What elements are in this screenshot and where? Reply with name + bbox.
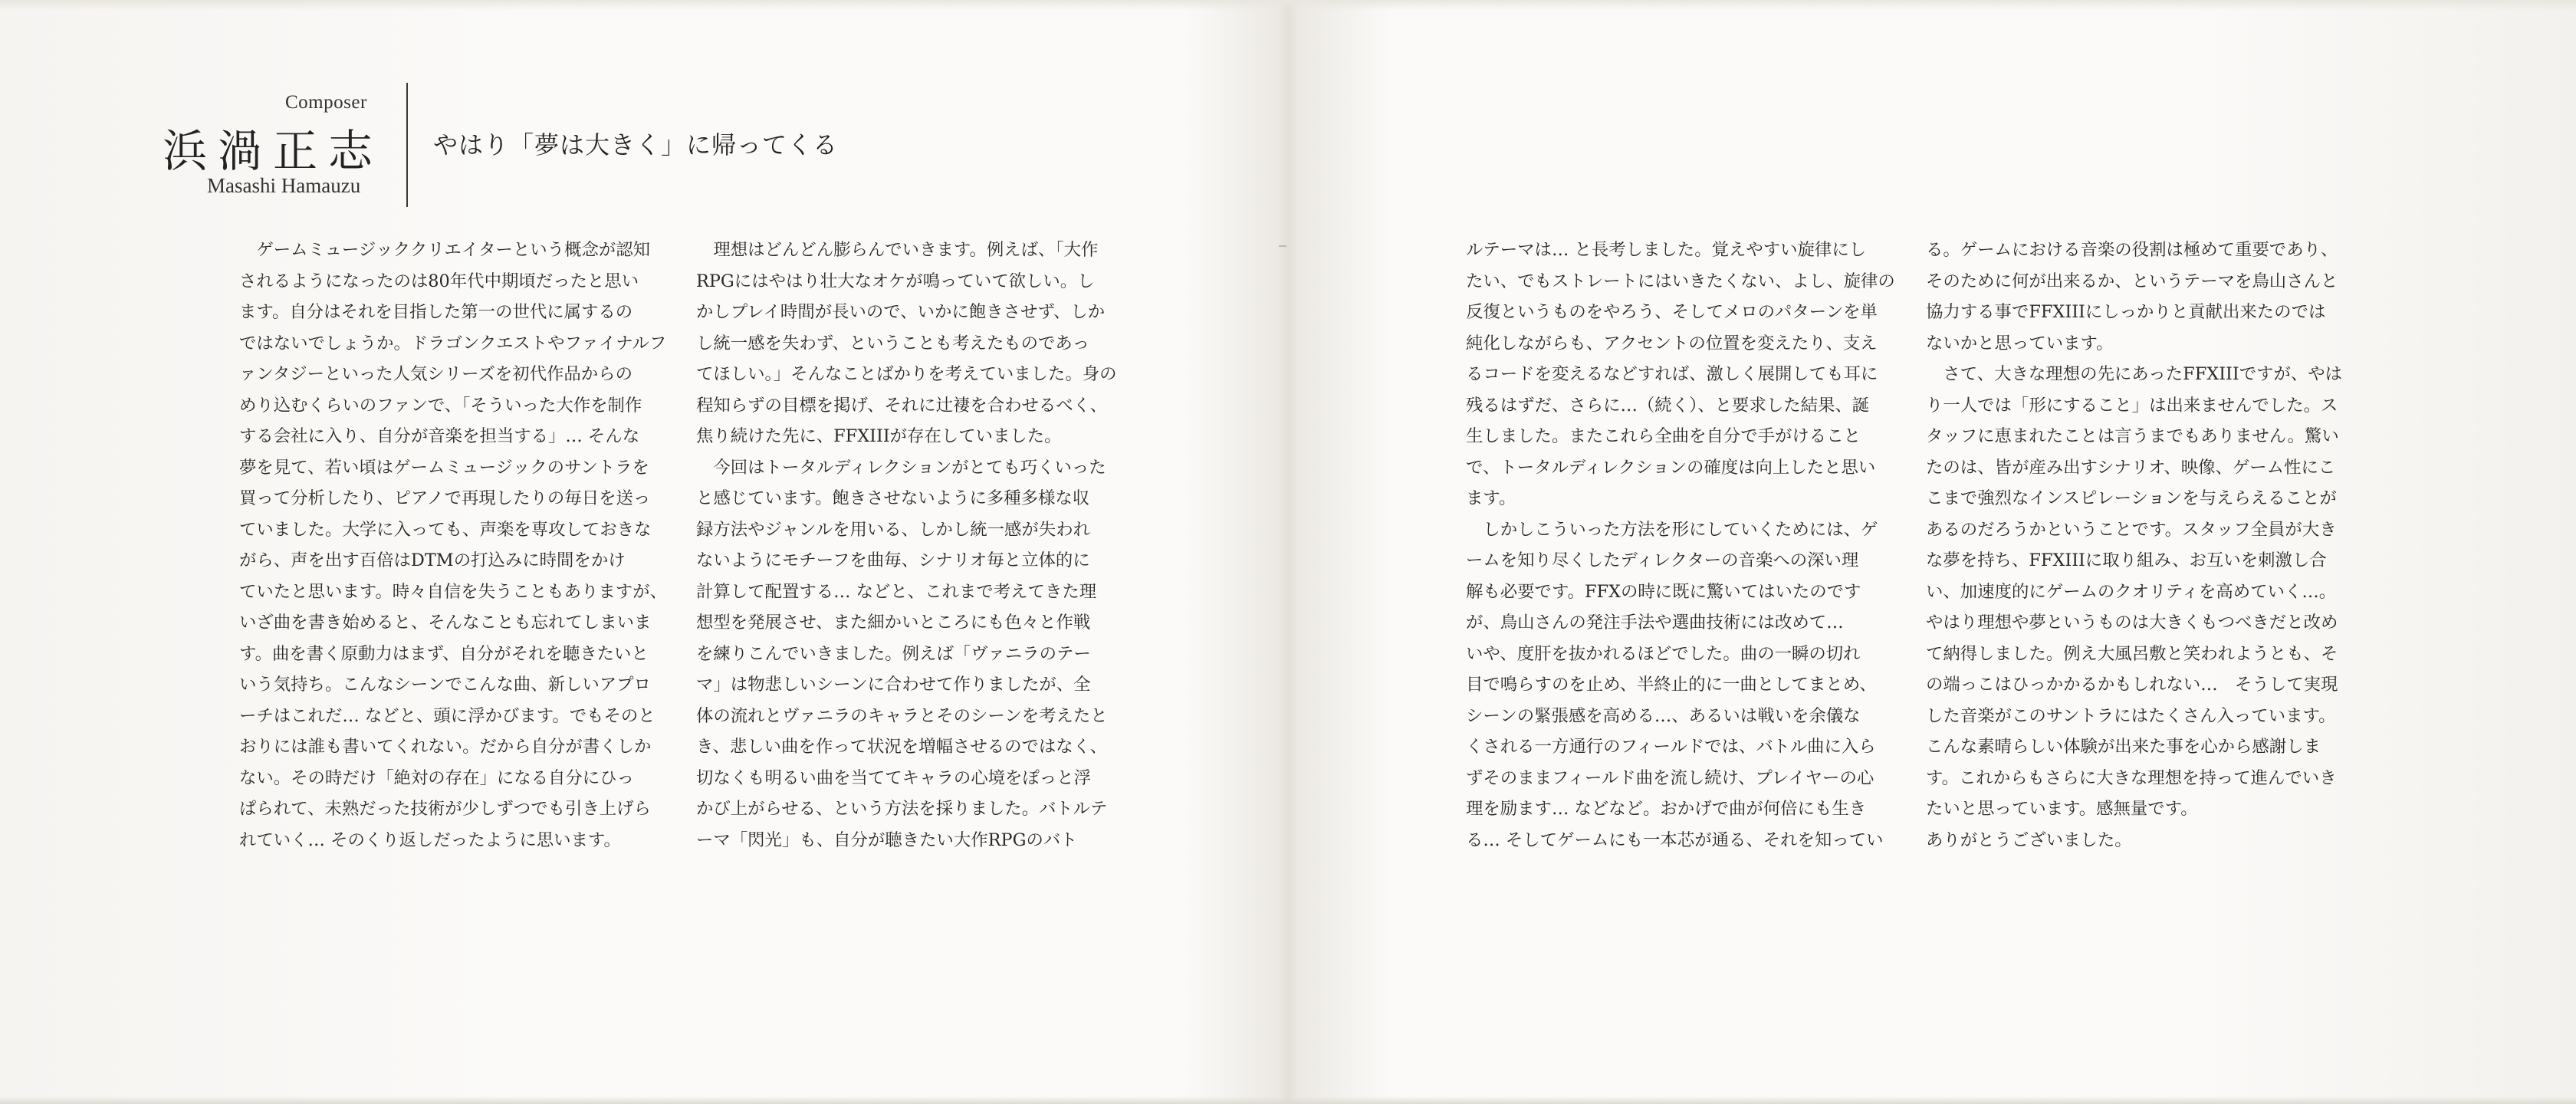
text-line: さて、大きな理想の先にあったFFXIIIですが、やは <box>1926 364 2343 384</box>
text-line: 残るはずだ、さらに…（続く）、と要求した結果、誕 <box>1466 395 1870 416</box>
text-line: 解も必要です。FFXの時に既に驚いてはいたのです <box>1466 581 1861 602</box>
text-line: かしプレイ時間が長いので、いかに飽きさせず、しか <box>696 302 1106 322</box>
text-line: 計算して配置する… などと、これまで考えてきた理 <box>696 581 1097 602</box>
text-column-4 <box>1926 235 2342 856</box>
text-line: き、悲しい曲を作って状況を増幅させるのではなく、 <box>696 737 1108 757</box>
text-line: る。ゲームにおける音楽の役割は極めて重要であり、 <box>1926 240 2338 260</box>
text-line: した音楽がこのサントラにはたくさん入っています。 <box>1926 705 2336 726</box>
text-line: ありがとうございました。 <box>1926 830 2132 850</box>
text-line: り一人では「形にすること」は出来ませんでした。ス <box>1926 395 2338 416</box>
text-line: する会社に入り、自分が音楽を担当する」… そんな <box>239 426 640 446</box>
text-line: ます。 <box>1466 488 1516 508</box>
text-line: たい、でもストレートにはいきたくない、よし、旋律の <box>1466 271 1895 291</box>
text-line: がら、声を出す百倍はDTMの打込みに時間をかけ <box>239 550 626 570</box>
text-line: 録方法やジャンルを用いる、しかし統一感が失われ <box>696 519 1090 540</box>
page-edge-bottom <box>0 1096 2576 1104</box>
text-line: 程知らずの目標を掲げ、それに辻褄を合わせるべく、 <box>696 395 1108 416</box>
text-line: おりには誰も書いてくれない。だから自分が書くしか <box>239 737 652 757</box>
text-line: て納得しました。例え大風呂敷と笑われようとも、そ <box>1926 643 2338 664</box>
text-line: ではないでしょうか。ドラゴンクエストやファイナルフ <box>239 333 667 353</box>
text-line: ァンタジーといった人気シリーズを初代作品からの <box>239 364 632 384</box>
text-line: を練りこんでいきました。例えば「ヴァニラのテー <box>696 643 1091 664</box>
text-line: ずそのままフィールド曲を流し続け、プレイヤーの心 <box>1466 767 1875 788</box>
text-line: ない。その時だけ「絶対の存在」になる自分にひっ <box>239 767 634 788</box>
headline: やはり「夢は大きく」に帰ってくる <box>433 130 839 159</box>
text-line: 目で鳴らすのを止め、半終止的に一曲としてまとめ、 <box>1466 675 1877 695</box>
text-line: 純化しながらも、アクセントの位置を変えたり、支え <box>1466 333 1878 353</box>
text-line: たのは、皆が産み出すシナリオ、映像、ゲーム性にこ <box>1926 457 2336 478</box>
text-line: 理を励ます… などなど。おかげで曲が何倍にも生き <box>1466 799 1867 819</box>
text-line: 反復というものをやろう、そしてメロのパターンを単 <box>1466 302 1878 322</box>
text-line: そのために何が出来るか、というテーマを鳥山さんと <box>1926 271 2338 291</box>
text-line: 生しました。またこれら全曲を自分で手がけること <box>1466 426 1861 446</box>
text-line: ていたと思います。時々自信を失うこともありますが、 <box>239 581 667 602</box>
text-line: かび上がらせる、という方法を採りました。バトルテ <box>696 799 1108 819</box>
text-line: ないかと思っています。 <box>1926 333 2114 353</box>
text-line: あるのだろうかということです。スタッフ全員が大き <box>1926 519 2337 540</box>
text-line: ゲームミュージッククリエイターという概念が認知 <box>239 240 651 260</box>
text-line: こんな素晴らしい体験が出来た事を心から感謝しま <box>1926 737 2321 757</box>
text-line: やはり理想や夢というものは大きくもつべきだと改め <box>1926 613 2338 632</box>
text-line: れていく… そのくり返しだったように思います。 <box>239 830 621 850</box>
text-line: るコードを変えるなどすれば、激しく展開しても耳に <box>1466 364 1878 384</box>
text-line: たいと思っています。感無量です。 <box>1926 799 2198 819</box>
text-line: 夢を見て、若い頃はゲームミュージックのサントラを <box>239 457 649 478</box>
text-line: る… そしてゲームにも一本芯が通る、それを知ってい <box>1466 830 1884 850</box>
text-line: こまで強烈なインスピレーションを与えらえることが <box>1926 488 2337 508</box>
text-line: と感じています。飽きさせないように多種多様な収 <box>696 488 1090 508</box>
text-line: 焦り続けた先に、FFXIIIが存在していました。 <box>696 426 1062 446</box>
text-line: 協力する事でFFXIIIにしっかりと貢献出来たのでは <box>1926 302 2326 322</box>
text-line: す。曲を書く原動力はまず、自分がそれを聴きたいと <box>239 643 649 664</box>
text-line: の端っこはひっかかるかもしれない… そうして実現 <box>1926 675 2338 695</box>
text-line: マ」は物悲しいシーンに合わせて作りましたが、全 <box>696 675 1091 695</box>
text-line: で、トータルディレクションの確度は向上したと思い <box>1466 457 1876 478</box>
text-line: 切なくも明るい曲を当ててキャラの心境をぽっと浮 <box>696 767 1091 788</box>
text-line: ないようにモチーフを曲毎、シナリオ毎と立体的に <box>696 550 1090 570</box>
text-line: ーマ「閃光」も、自分が聴きたい大作RPGのバト <box>696 830 1078 850</box>
text-line: ていました。大学に入っても、声楽を専攻しておきな <box>239 519 652 540</box>
text-line: 今回はトータルディレクションがとても巧くいった <box>696 457 1106 478</box>
text-line: タッフに恵まれたことは言うまでもありません。驚い <box>1926 426 2339 446</box>
text-column-2 <box>696 235 1117 856</box>
text-line: しかしこういった方法を形にしていくためには、ゲ <box>1466 519 1878 540</box>
text-line: ーチはこれだ… などと、頭に浮かびます。でもそのと <box>239 705 656 726</box>
text-line: ルテーマは… と長考しました。覚えやすい旋律にし <box>1466 240 1867 260</box>
text-line: されるようになったのは80年代中期頃だったと思い <box>239 271 639 291</box>
text-line: RPGにはやはり壮大なオケが鳴っていて欲しい。し <box>696 271 1095 291</box>
text-line: ます。自分はそれを目指した第一の世代に属するの <box>239 302 633 322</box>
text-line: 体の流れとヴァニラのキャラとそのシーンを考えたと <box>696 705 1108 726</box>
text-line: が、鳥山さんの発注手法や選曲技術には改めて… <box>1466 613 1844 632</box>
text-line: 買って分析したり、ピアノで再現したりの毎日を送っ <box>239 488 651 508</box>
text-line: めり込むくらいのファンで、「そういった大作を制作 <box>239 395 642 416</box>
text-line: す。これからもさらに大きな理想を持って進んでいき <box>1926 767 2337 788</box>
text-line: いう気持ち。こんなシーンでこんな曲、新しいアプロ <box>239 675 651 695</box>
text-line: いざ曲を書き始めると、そんなことも忘れてしまいま <box>239 613 652 632</box>
page-edge-top <box>0 0 2576 11</box>
text-line: 想型を発展させ、また細かいところにも色々と作戦 <box>696 613 1091 632</box>
text-line: ぱられて、未熟だった技術が少しずつでも引き上げら <box>239 799 651 819</box>
composer-name-en: Masashi Hamauzu <box>207 174 361 197</box>
text-line: シーンの緊張感を高める…、あるいは戦いを余儀な <box>1466 705 1861 726</box>
composer-name-jp: 浜渦正志 <box>163 125 384 177</box>
text-line: ームを知り尽くしたディレクターの音楽への深い理 <box>1466 550 1859 570</box>
text-column-3 <box>1466 235 1895 856</box>
header-divider <box>406 83 408 207</box>
text-line: くされる一方通行のフィールドでは、バトル曲に入ら <box>1466 737 1876 757</box>
text-column-1 <box>239 235 667 856</box>
text-line: いや、度肝を抜かれるほどでした。曲の一瞬の切れ <box>1466 643 1861 664</box>
text-line: 理想はどんどん膨らんでいきます。例えば、「大作 <box>696 240 1099 260</box>
text-line: てほしい。」そんなことばかりを考えていました。身の <box>696 364 1117 384</box>
text-line: な夢を持ち、FFXIIIに取り組み、お互いを刺激し合 <box>1926 550 2327 570</box>
text-line: い、加速度的にゲームのクオリティを高めていく…。 <box>1926 581 2337 602</box>
text-line: し統一感を失わず、ということも考えたものであっ <box>696 333 1089 353</box>
role-label: Composer <box>285 92 367 113</box>
fold-mark <box>1279 245 1286 247</box>
